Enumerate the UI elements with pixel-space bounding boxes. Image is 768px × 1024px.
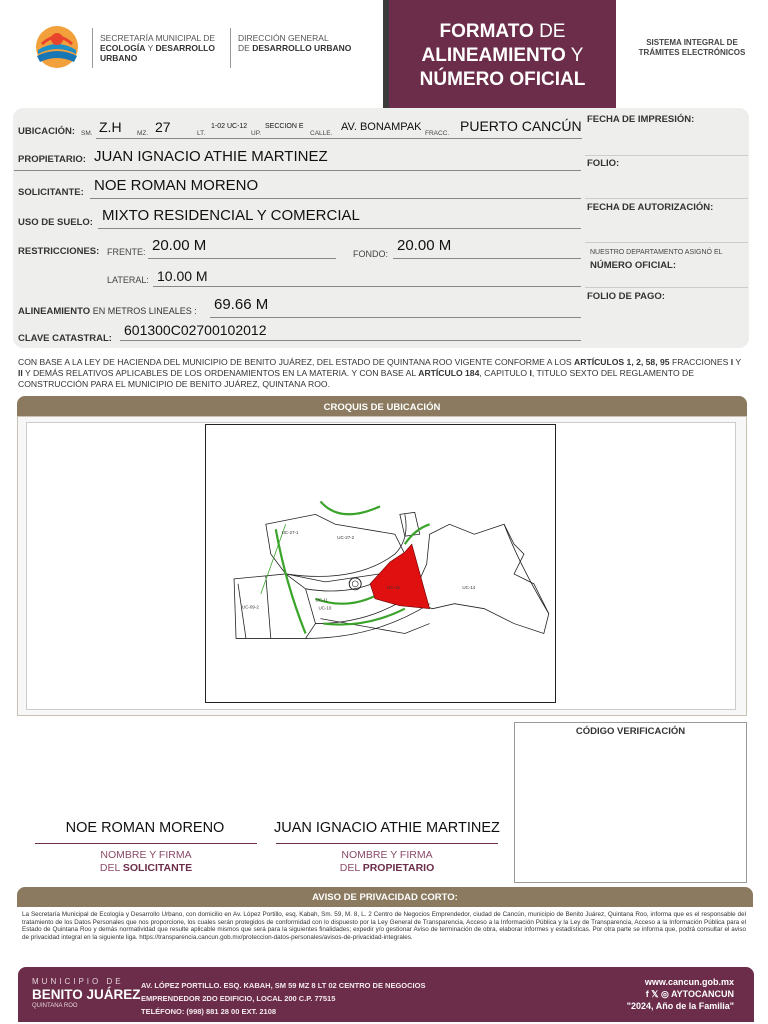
sm-label: SM.	[81, 130, 93, 137]
solicitante-signature-line	[35, 843, 257, 844]
verification-code-box	[514, 722, 747, 883]
lot-label: UC-27-2	[337, 535, 355, 541]
legal-text-3: Y	[735, 357, 741, 367]
footer-municipio: MUNICIPIO DE	[32, 977, 124, 986]
secretaria-name	[100, 33, 225, 63]
alineamiento-value: 69.66 M	[214, 296, 269, 313]
legal-text-2: FRACCIONES	[671, 357, 729, 367]
form-side-panel	[584, 108, 749, 348]
fondo-value: 20.00 M	[397, 237, 452, 254]
lot-label: UC-12	[386, 584, 400, 590]
footer-slogan: "2024, Año de la Familia"	[626, 1001, 734, 1011]
clave-catastral-underline	[120, 340, 581, 341]
document-title	[383, 0, 616, 108]
up-label: UP.	[251, 130, 261, 137]
secretaria-line2b: Y	[147, 43, 154, 53]
solicitante-label: SOLICITANTE:	[18, 187, 84, 198]
fondo-underline	[393, 258, 581, 259]
clave-catastral-value: 601300C02700102012	[124, 322, 267, 338]
solicitante-caption-role: SOLICITANTE	[122, 862, 193, 874]
footer	[18, 967, 754, 1022]
legal-text-4: Y DEMÁS RELATIVOS APLICABLES DE LOS ORDENAMIENTOS EN LA MATERIA. Y CON BASE AL	[25, 368, 416, 378]
folio-label: FOLIO:	[587, 158, 620, 169]
legal-text-1: CON BASE A LA LEY DE HACIENDA DEL MUNICIPIO DE BENITO JUÁREZ, DEL ESTADO DE QUINTANA ROO VIGENTE CONFORME A LOS	[18, 357, 572, 367]
propietario-caption-del: DEL	[339, 862, 360, 874]
legal-basis-paragraph	[18, 357, 748, 390]
uso-suelo-value: MIXTO RESIDENCIAL Y COMERCIAL	[102, 207, 360, 224]
footer-address-line1: AV. LÓPEZ PORTILLO. ESQ. KABAH, SM 59 MZ 8 LT 02 CENTRO DE NEGOCIOS	[141, 981, 426, 990]
right-divider	[585, 155, 748, 156]
propietario-signature-name: JUAN IGNACIO ATHIE MARTINEZ	[274, 820, 500, 836]
asigno-label-line1: NUESTRO DEPARTAMENTO ASIGNÓ EL	[590, 249, 723, 256]
propietario-label: PROPIETARIO:	[18, 154, 86, 165]
direccion-line2b: DESARROLLO URBANO	[252, 43, 352, 53]
legal-fraction-1: I	[730, 357, 734, 367]
solicitante-signature-name: NOE ROMAN MORENO	[65, 820, 225, 836]
lot-label: UC-14	[462, 584, 476, 590]
frente-underline	[148, 258, 336, 259]
lot-label: UC-09-2	[242, 604, 259, 610]
title-word-de: DE	[539, 21, 566, 42]
propietario-signature-line	[276, 843, 498, 844]
solicitante-caption-line1: NOMBRE Y FIRMA	[100, 849, 192, 861]
propietario-signature-caption	[276, 849, 498, 875]
legal-text-6: , TITULO SEXTO DEL REGLAMENTO DE CONSTRUCCIÓN PARA EL MUNICIPIO DE BENITO JUÁREZ, QUINTANA ROO.	[18, 368, 694, 389]
secretaria-line2a: ECOLOGÍA	[100, 43, 146, 53]
alineamiento-sub: EN METROS LINEALES :	[92, 306, 197, 316]
footer-right	[627, 976, 734, 1012]
title-word-formato: FORMATO	[439, 21, 534, 42]
croquis-header: CROQUIS DE UBICACIÓN	[17, 396, 747, 418]
direccion-line2a: DE	[238, 43, 250, 53]
uso-suelo-label: USO DE SUELO:	[18, 217, 93, 228]
right-divider	[585, 198, 748, 199]
footer-benito-juarez: BENITO JUÁREZ	[32, 987, 141, 1002]
right-divider	[585, 287, 748, 288]
clave-catastral-label: CLAVE CATASTRAL:	[18, 333, 112, 344]
solicitante-underline	[90, 198, 581, 199]
system-line2: TRÁMITES ELECTRÓNICOS	[638, 48, 746, 57]
lot-label: UC-10	[318, 605, 332, 611]
propietario-value: JUAN IGNACIO ATHIE MARTINEZ	[94, 148, 328, 165]
lt-value: 1-02 UC-12	[211, 123, 248, 130]
calle-value: AV. BONAMPAK	[341, 121, 422, 133]
solicitante-value: NOE ROMAN MORENO	[94, 177, 259, 194]
alineamiento-label-text: ALINEAMIENTO	[18, 306, 91, 317]
title-word-numero-oficial: NÚMERO OFICIAL	[419, 69, 586, 90]
right-divider	[585, 242, 748, 243]
calle-label: CALLE.	[310, 130, 333, 137]
lateral-underline	[153, 286, 581, 287]
folio-pago-label: FOLIO DE PAGO:	[587, 291, 665, 302]
legal-article-184: ARTÍCULO 184	[418, 368, 480, 378]
municipal-logo-icon	[34, 24, 80, 70]
fracc-label: FRACC.	[425, 130, 450, 137]
legal-text-5: , CAPITULO	[479, 368, 528, 378]
solicitante-caption-del: DEL	[99, 862, 120, 874]
verification-code-title: CÓDIGO VERIFICACIÓN	[575, 726, 686, 737]
secretaria-line3: URBANO	[100, 53, 138, 63]
privacy-text: La Secretaría Municipal de Ecología y Desarrollo Urbano, con domicilio en Av. López Portillo, esq. Kabah, Sm. 59, M. 8, L. 2 Centro de Negocios Emprendedor, ciudad de Cancún, municipio de Benito Juárez, Quintana Roo, informa que es el responsable del tratamiento de los Datos Personales que nos proporcione, los cuales serán protegidos de conformidad con lo dispuesto por la Ley General de Transparencia, Acceso a la Información Pública y la Ley de Transparencia, Acceso a la Información Pública para el Estado de Quintana Roo y demás normatividad que resulte aplicable mismos que será para la siguientes finalidades; expedir y/o gestionar Aviso de terminación de obra, elaborar informes y estadísticas. Por otra parte se informa que, podrá consultar el aviso de privacidad integral en la siguiente liga. https://transparencia.cancun.gob.mx/proteccion-datos-personales/avisos-de-privacidad-integrales.	[22, 911, 746, 941]
secretaria-line1: SECRETARÍA MUNICIPAL DE	[100, 33, 216, 43]
footer-quintana-roo: QUINTANA ROO	[32, 1003, 78, 1009]
title-word-alineamiento: ALINEAMIENTO	[421, 45, 566, 66]
lateral-label: LATERAL:	[107, 275, 149, 285]
legal-fraction-2: II	[18, 368, 23, 378]
propietario-underline	[14, 170, 581, 171]
footer-social-handle[interactable]: f 𝕏 ◎ AYTOCANCUN	[645, 989, 734, 999]
restricciones-label: RESTRICCIONES:	[18, 246, 100, 257]
direccion-line1: DIRECCIÓN GENERAL	[238, 33, 329, 43]
system-name	[622, 38, 762, 58]
solicitante-signature-caption	[35, 849, 257, 875]
fecha-autorizacion-label: FECHA DE AUTORIZACIÓN:	[587, 202, 714, 213]
fecha-impresion-label: FECHA DE IMPRESIÓN:	[587, 114, 695, 125]
footer-address-line2: EMPRENDEDOR 2DO EDIFICIO, LOCAL 200 C.P. 77515	[141, 994, 336, 1003]
legal-articles: ARTÍCULOS 1, 2, 58, 95	[574, 357, 670, 367]
lateral-value: 10.00 M	[157, 268, 208, 284]
lot-label: UC-27-1	[281, 530, 299, 536]
header-divider	[230, 28, 231, 68]
highlighted-lot	[370, 544, 430, 609]
alineamiento-underline	[210, 317, 581, 318]
direccion-name	[238, 33, 368, 53]
propietario-caption-line1: NOMBRE Y FIRMA	[341, 849, 433, 861]
alineamiento-label	[18, 306, 197, 317]
sm-value: Z.H	[99, 119, 122, 135]
secretaria-line2c: DESARROLLO	[155, 43, 215, 53]
frente-value: 20.00 M	[152, 237, 207, 254]
footer-website-link[interactable]: www.cancun.gob.mx	[644, 977, 734, 987]
up-value: SECCION E	[265, 123, 304, 130]
location-map	[205, 424, 556, 703]
lot-label: UC-11	[315, 597, 329, 603]
header-divider	[92, 28, 93, 68]
lt-label: LT.	[197, 130, 206, 137]
numero-oficial-label: NÚMERO OFICIAL:	[590, 260, 677, 271]
fracc-value: PUERTO CANCÚN	[460, 118, 582, 134]
ubicacion-underline	[96, 138, 582, 139]
mz-label: MZ.	[137, 130, 149, 137]
mz-value: 27	[155, 119, 171, 135]
legal-chapter: I	[529, 368, 532, 378]
frente-label: FRENTE:	[107, 247, 146, 257]
system-line1: SISTEMA INTEGRAL DE	[646, 38, 738, 47]
uso-suelo-underline	[98, 228, 581, 229]
title-word-y: Y	[570, 45, 584, 66]
ubicacion-label: UBICACIÓN:	[18, 126, 75, 137]
footer-phone: TELÉFONO: (998) 881 28 00 EXT. 2108	[141, 1007, 277, 1016]
footer-address	[141, 979, 425, 1018]
fondo-label: FONDO:	[353, 249, 388, 259]
propietario-caption-role: PROPIETARIO	[362, 862, 435, 874]
privacy-header: AVISO DE PRIVACIDAD CORTO:	[17, 887, 753, 907]
